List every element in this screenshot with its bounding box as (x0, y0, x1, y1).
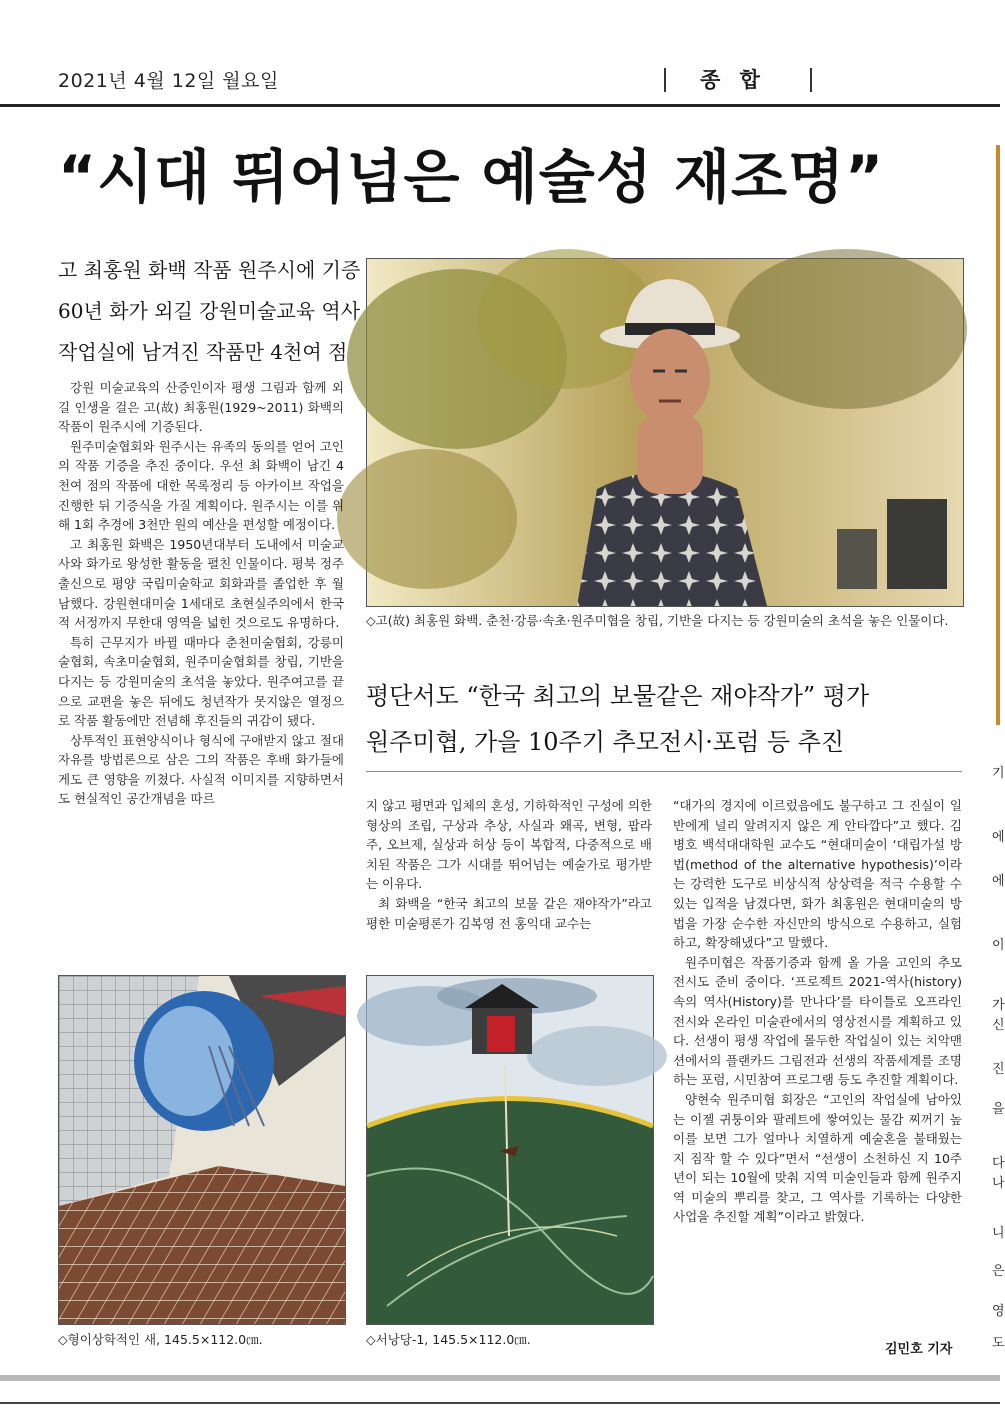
adjacent-article-text: 은 (992, 1264, 1005, 1279)
issue-date: 2021년 4월 12일 월요일 (58, 70, 279, 92)
paragraph: 강원 미술교육의 산증인이자 평생 그림과 함께 외길 인생을 걸은 고(故) 최홍원(1929~2011) 화백의 작품이 원주시에 기증된다. (58, 380, 344, 435)
painting-metaphysical-bird (58, 975, 346, 1325)
paragraph: 양현숙 원주미협 회장은 “고인의 작업실에 남아있는 이젤 귀퉁이와 팔레트에 쌓여있는 물감 찌꺼기 높이를 보면 그가 얼마나 치열하게 예술혼을 불태웠는지 짐작 할 수 있다”면서 “선생이 소천하신 지 10주년이 되는 10월에 맞춰 지역 미술인들과 함께 원주지역 미술의 뿌리를 찾고, 그 역사를 기록하는 다양한 사업을 추진할 계획”이라고 밝혔다. (673, 1091, 962, 1225)
adjacent-article-frame (996, 145, 1000, 725)
painting-seonangdang (366, 975, 654, 1325)
subhead-line: 작업실에 남겨진 작품만 4천여 점 (58, 340, 348, 364)
footer-rule (0, 1375, 1000, 1381)
paragraph: 상투적인 표현양식이나 형식에 구애받지 않고 절대 자유를 방법론으로 삼은 그의 작품은 후배 화가들에게도 큰 영향을 끼쳤다. 사실적 이미지를 지향하면서도 현실적인 공간개념을 따르 (58, 732, 344, 807)
footer-rule-thin (0, 1402, 1000, 1404)
paragraph: 지 않고 평면과 입체의 혼성, 기하학적인 구성에 의한 형상의 조립, 구상과 추상, 사실과 왜곡, 변형, 팝라주, 오브제, 실상과 허상 등이 복합적, 다중적으로 배치된 작품은 그가 시대를 뛰어넘는 예술가로 평가받는 이유다. (366, 798, 652, 892)
adjacent-article-text: 기 (992, 766, 1005, 781)
adjacent-article-text: 나 (992, 1176, 1005, 1191)
subhead-line: 고 최홍원 화백 작품 원주시에 기증 (58, 258, 361, 282)
column-3 (673, 796, 962, 1336)
header-divider-right (810, 68, 812, 92)
byline: 김민호 기자 (885, 1342, 953, 1357)
adjacent-article-text: 영 (992, 1304, 1005, 1319)
adjacent-article-text: 진 (992, 1062, 1005, 1077)
header-divider-left (664, 68, 666, 92)
deck-line: 평단서도 “한국 최고의 보물같은 재야작가” 평가 (366, 682, 870, 710)
headline: “시대 뛰어넘은 예술성 재조명” (58, 143, 885, 211)
subhead-line: 60년 화가 외길 강원미술교육 역사 (58, 299, 361, 323)
section-name: 종 합 (700, 68, 766, 92)
adjacent-article-text: 니 (992, 1226, 1005, 1241)
photo-caption: ◇고(故) 최홍원 화백. 춘천·강릉·속초·원주미협을 창립, 기반을 다지는 등 강원미술의 초석을 놓은 인물이다. (366, 613, 949, 628)
header-rule (0, 104, 1000, 107)
adjacent-article-text: 에 (992, 830, 1005, 845)
paragraph: 원주미술협회와 원주시는 유족의 동의를 얻어 고인의 작품 기증을 추진 중이다. 우선 최 화백이 남긴 4천여 점의 작품에 대한 목록정리 등 아카이브 작업을 진행한 뒤 기증식을 가질 계획이다. 원주시는 이를 위해 1회 추경에 3천만 원의 예산을 편성할 예정이다. (58, 438, 344, 533)
adjacent-article-text: 다 (992, 1156, 1005, 1171)
painting-caption: ◇서낭당-1, 145.5×112.0㎝. (366, 1332, 531, 1347)
deck-rule (366, 771, 962, 772)
painting-caption: ◇형이상학적인 새, 145.5×112.0㎝. (58, 1332, 263, 1347)
adjacent-article-text: 이 (992, 938, 1005, 953)
paragraph: 특히 근무지가 바뀔 때마다 춘천미술협회, 강릉미술협회, 속초미술협회, 원주미술협회를 창립, 기반을 다지는 등 강원미술의 초석을 놓았다. 원주여고를 끝으로 교편을 놓은 뒤에도 청년작가 못지않은 열정으로 작품 활동에만 전념해 후진들의 귀감이 됐다. (58, 634, 344, 729)
paragraph: “대가의 경지에 이르렀음에도 불구하고 그 진실이 일반에게 널리 알려지지 않은 게 안타깝다”고 했다. 김병호 백석대대학원 교수도 “현대미술이 ‘대립가설 방법(method of the alternative hypothesis)’이라는 강력한 도구로 비상식적 상상력을 적극 수용할 수 있는 입적을 남겼다면, 화가 최홍원은 현대미술의 방법을 가장 순수한 자신만의 방식으로 수용하고, 실험하고, 확장해냈다”고 말했다. (673, 798, 962, 951)
column-1 (58, 378, 344, 958)
adjacent-article-text: 을 (992, 1102, 1005, 1117)
paragraph: 원주미협은 작품기증과 함께 올 가을 고인의 추모전시도 준비 중이다. ‘프로젝트 2021-역사(history)속의 역사(History)를 만나다’를 타이틀로 오프라인 전시와 온라인 미술관에서의 영상전시를 계획하고 있다. 선생이 평생 작업에 몰두한 작업실이 있는 치악맨션에서의 플랜카드 그림전과 선생의 작품세계를 조명하는 포럼, 시민참여 프로그램 등도 추진할 계획이다. (673, 954, 962, 1088)
paragraph: 고 최홍원 화백은 1950년대부터 도내에서 미술교사와 화가로 왕성한 활동을 펼친 인물이다. 평북 정주 출신으로 평양 국립미술학교 회화과를 졸업한 후 월남했다. 강원현대미술 1세대로 초현실주의에서 한국적 서정까지 무한대 영역을 넓힌 것으로도 유명하다. (58, 536, 344, 631)
adjacent-article-text: 에 (992, 874, 1005, 889)
adjacent-article-text: 신 (992, 1018, 1005, 1033)
subhead-block (58, 257, 361, 380)
column-2 (366, 796, 652, 956)
adjacent-article-text: 도 (992, 1336, 1005, 1351)
paragraph: 최 화백을 “한국 최고의 보물 같은 재야작가”라고 평한 미술평론가 김복영 전 홍익대 교수는 (366, 895, 652, 931)
adjacent-article-text: 가 (992, 998, 1005, 1013)
portrait-photo (366, 258, 964, 607)
deck-line: 원주미협, 가을 10주기 추모전시·포럼 등 추진 (366, 728, 845, 756)
